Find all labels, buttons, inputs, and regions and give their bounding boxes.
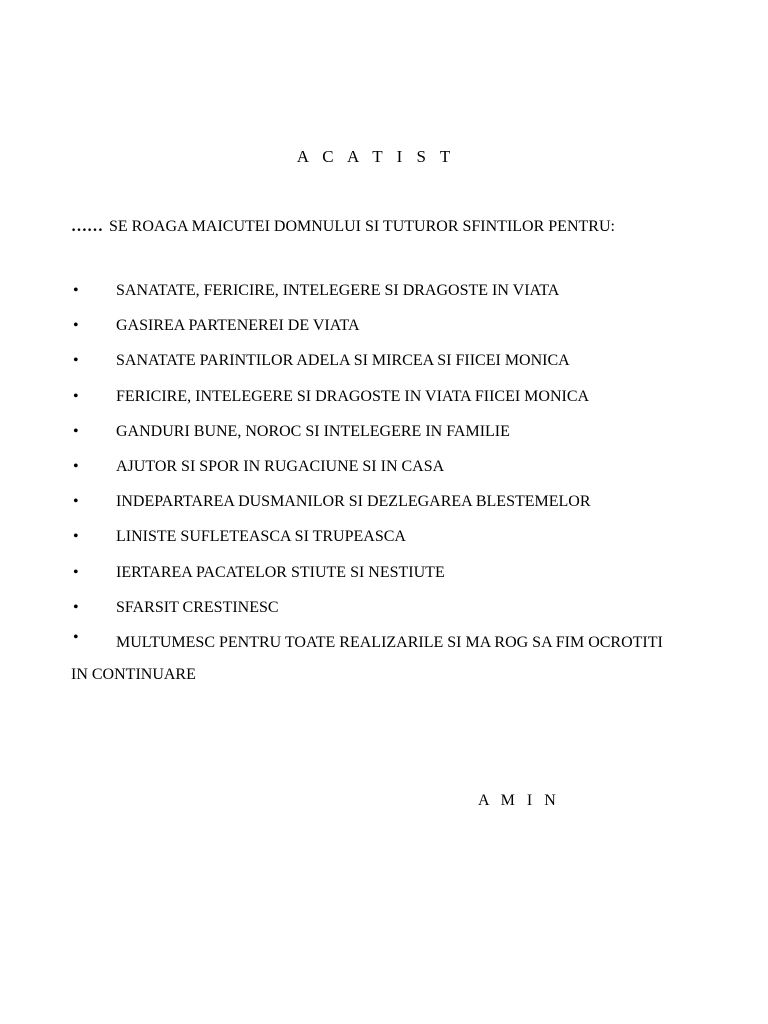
list-item-text: SFARSIT CRESTINESC [116,598,279,616]
list-item [71,627,691,691]
bullet-icon: • [73,282,79,299]
list-item [71,315,691,337]
bullet-icon: • [73,628,79,646]
list-item-text: SANATATE, FERICIRE, INTELEGERE SI DRAGOSTE IN VIATA [116,282,560,299]
prayer-list [71,280,691,704]
list-item-text: IERTAREA PACATELOR STIUTE SI NESTIUTE [116,563,445,581]
bullet-icon: • [73,352,79,370]
list-item [71,597,691,619]
list-item-text: FERICIRE, INTELEGERE SI DRAGOSTE IN VIATA FIICEI MONICA [116,387,590,405]
list-item-text: MULTUMESC PENTRU TOATE REALIZARILE SI MA ROG SA FIM OCROTITI IN CONTINUARE [71,633,663,683]
intro-dots: …… [71,218,103,235]
list-item [71,386,691,408]
list-item [71,526,691,548]
list-item-text: AJUTOR SI SPOR IN RUGACIUNE SI IN CASA [116,457,445,475]
list-item-text: GANDURI BUNE, NOROC SI INTELEGERE IN FAMILIE [116,422,510,440]
list-item [71,350,691,372]
document-title: A C A T I S T [296,147,456,166]
closing-amen: A M I N [478,792,560,809]
bullet-icon: • [73,528,79,546]
list-item-text: LINISTE SUFLETEASCA SI TRUPEASCA [116,528,406,546]
bullet-icon: • [73,598,79,616]
list-item [71,421,691,443]
bullet-icon: • [73,387,79,405]
list-item [71,491,691,513]
list-item-text: GASIREA PARTENEREI DE VIATA [116,317,360,335]
bullet-icon: • [73,457,79,475]
list-item [71,280,691,302]
list-item-text: SANATATE PARINTILOR ADELA SI MIRCEA SI FIICEI MONICA [116,352,570,370]
list-item [71,562,691,584]
list-item [71,456,691,478]
list-item-text: INDEPARTAREA DUSMANILOR SI DEZLEGAREA BLESTEMELOR [116,493,591,511]
intro-line [71,216,615,238]
intro-text: SE ROAGA MAICUTEI DOMNULUI SI TUTUROR SFINTILOR PENTRU: [109,218,615,235]
bullet-icon: • [73,563,79,581]
bullet-icon: • [73,422,79,440]
bullet-icon: • [73,317,79,335]
bullet-icon: • [73,493,79,511]
